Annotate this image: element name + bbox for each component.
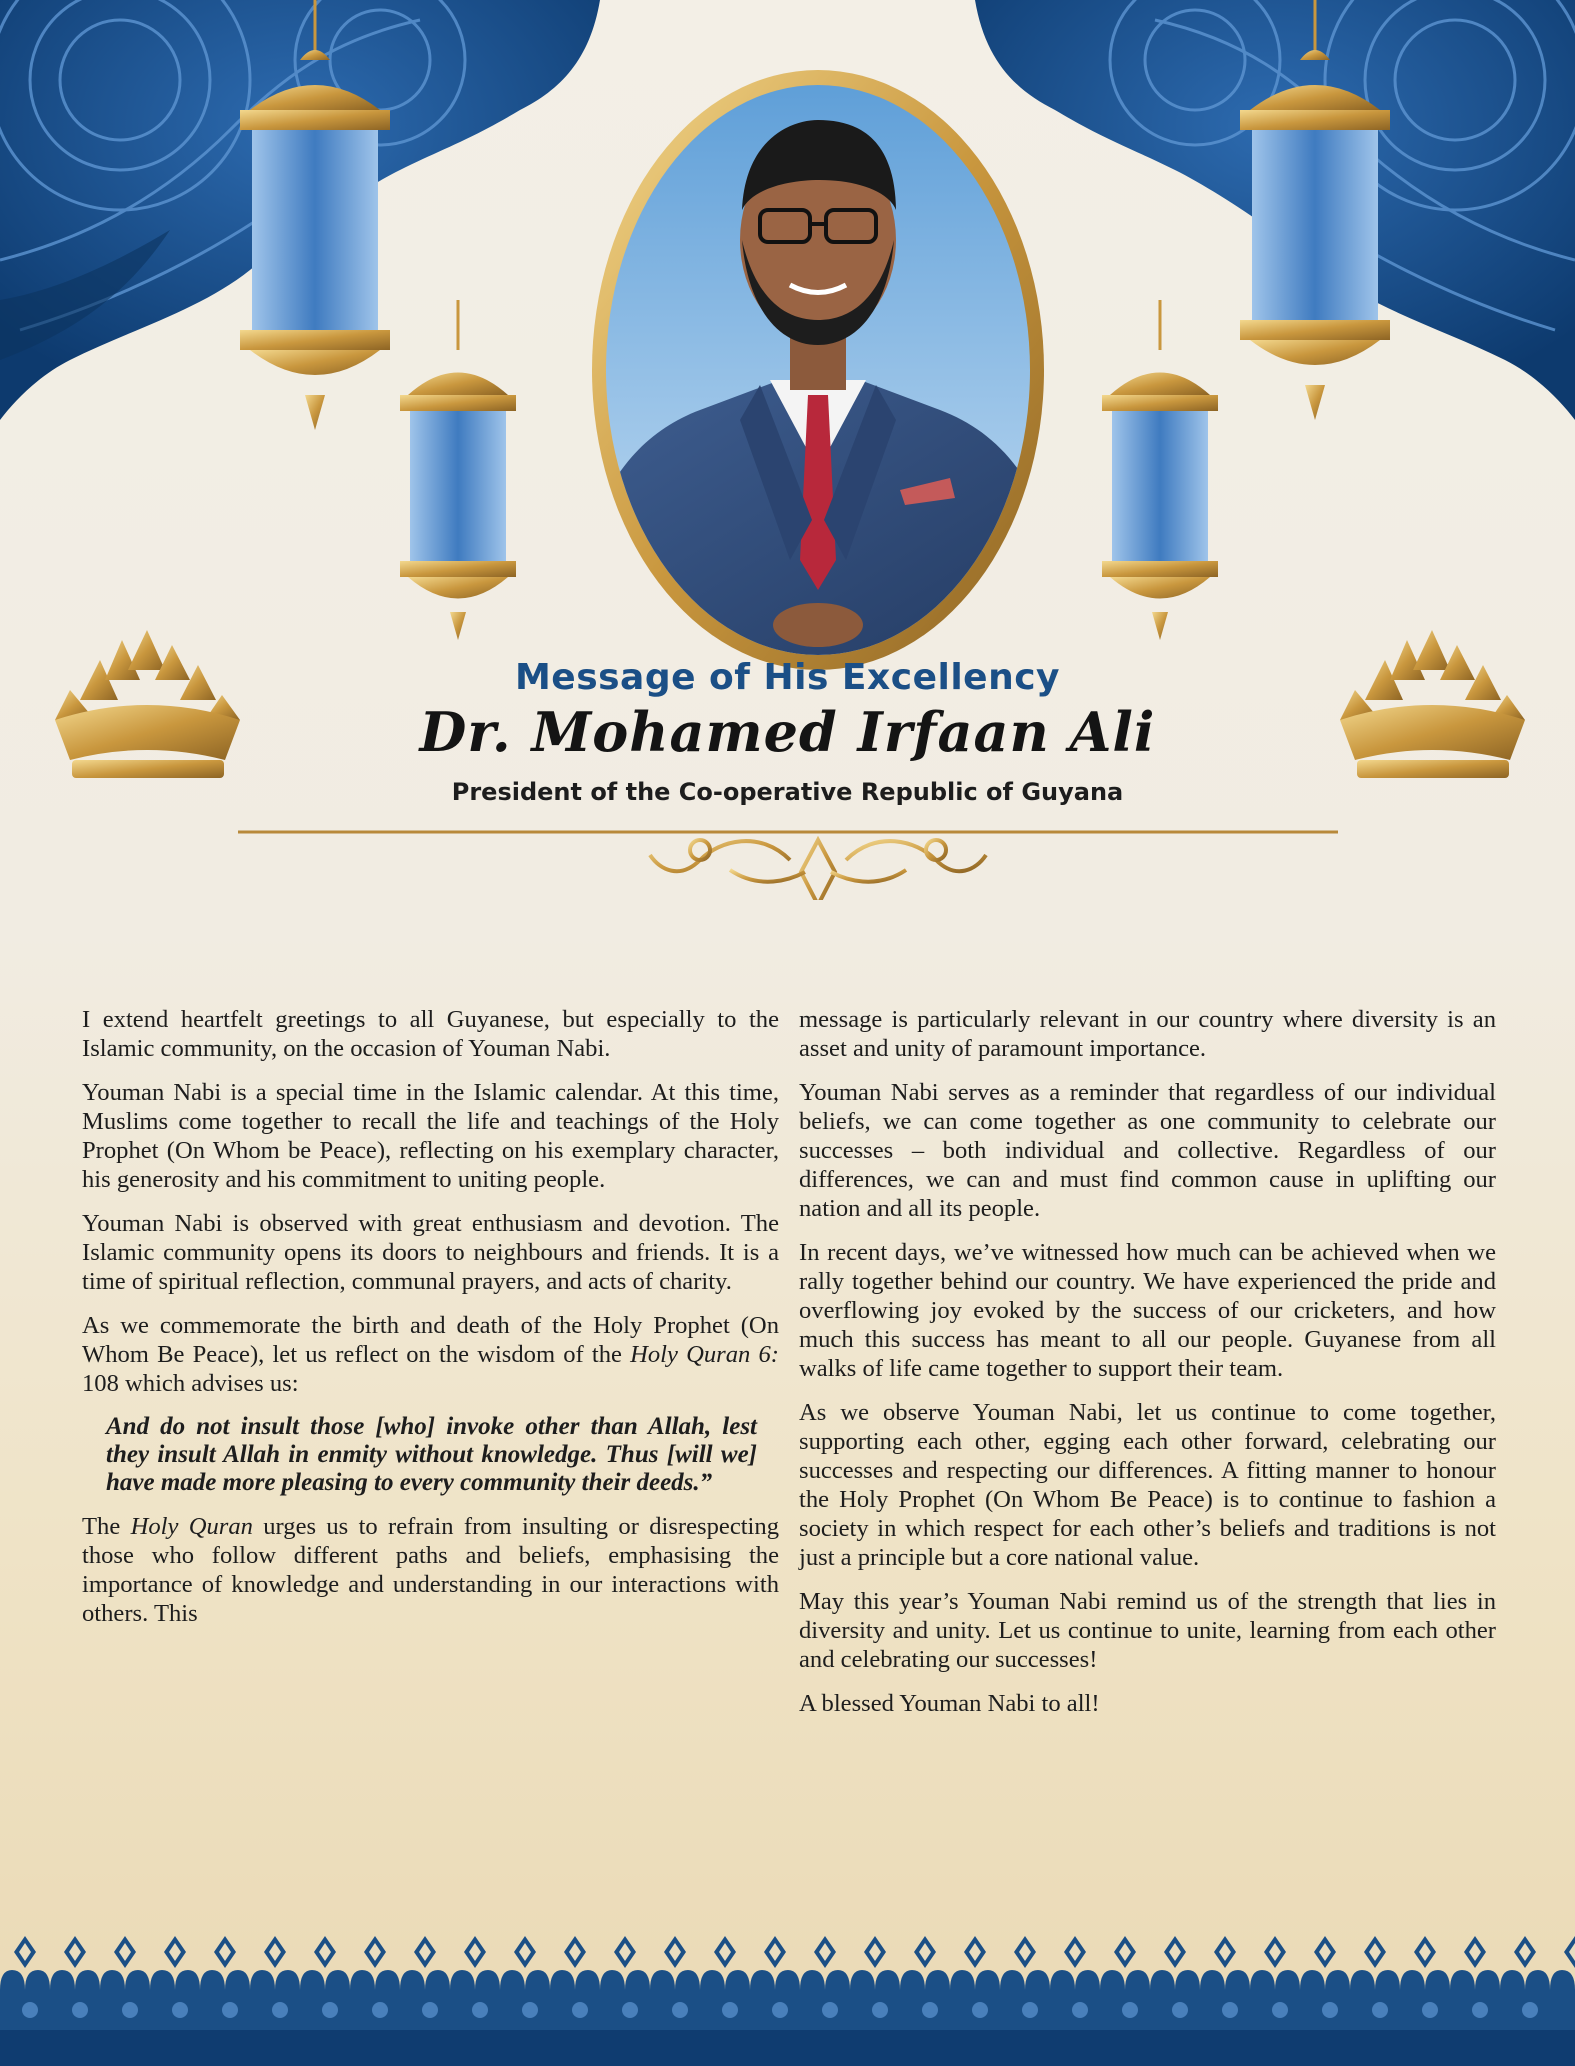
text-run: As we commemorate the birth and death of the Holy Prophet (On Whom Be Peace), let us reflect on the wisdom of the (82, 1312, 779, 1368)
president-position: President of the Co-operative Republic of Guyana (451, 778, 1124, 806)
text-run: 108 which advises us: (82, 1370, 299, 1397)
citation: Holy Quran 6: (630, 1341, 779, 1368)
message-column-right (799, 1005, 1496, 1733)
paragraph: Youman Nabi is observed with great enthusiasm and devotion. The Islamic community opens its doors to neighbours and friends. It is a time of spiritual reflection, communal prayers, and acts of charity. (82, 1210, 779, 1295)
paragraph: message is particularly relevant in our country where diversity is an asset and unity of paramount importance. (799, 1006, 1496, 1062)
president-name: Dr. Mohamed Irfaan Ali (419, 700, 1156, 764)
page-title: Message of His Excellency (514, 657, 1061, 698)
lantern-icon-4 (1102, 300, 1218, 640)
paragraph: I extend heartfelt greetings to all Guyanese, but especially to the Islamic community, on the occasion of Youman Nabi. (82, 1006, 779, 1062)
portrait-photo (560, 70, 1080, 700)
paragraph: Youman Nabi serves as a reminder that regardless of our individual beliefs, we can come together as one community to celebrate our successes – both individual and collective. Regardless of our differences, we can and must find common cause in uplifting our nation and all its people. (799, 1079, 1496, 1222)
paragraph (82, 1512, 779, 1628)
text-run: urges us to refrain from insulting or disrespecting those who follow different paths and beliefs, emphasising the importance of knowledge and understanding in our interactions with others. This (82, 1513, 779, 1627)
paragraph: As we observe Youman Nabi, let us continue to come together, supporting each other, egging each other forward, celebrating our successes and respecting our differences. A fitting manner to honour the Holy Prophet (On Whom Be Peace) is to continue to fashion a society in which respect for each other’s beliefs and traditions is not just a principle but a core national value. (799, 1399, 1496, 1571)
lantern-icon-2 (400, 300, 516, 640)
ornament-divider-icon (238, 832, 1338, 900)
paragraph: In recent days, we’ve witnessed how much can be achieved when we rally together behind our country. We have experienced the pride and overflowing joy evoked by the success of our cricketers, and how much this success has meant to all our people. Guyanese from all walks of life came together to support their team. (799, 1239, 1496, 1382)
footer-border (0, 1930, 1575, 2066)
paragraph (82, 1311, 779, 1398)
paragraph: Youman Nabi is a special time in the Islamic calendar. At this time, Muslims come together to recall the life and teachings of the Holy Prophet (On Whom be Peace), reflecting on his exemplary character, his generosity and his commitment to uniting people. (82, 1079, 779, 1193)
citation: Holy Quran (130, 1513, 253, 1540)
message-column-left (82, 1005, 779, 1643)
header-artwork (0, 0, 1575, 900)
paragraph: May this year’s Youman Nabi remind us of the strength that lies in diversity and unity. Let us continue to unite, learning from each other and celebrating our successes! (799, 1588, 1496, 1673)
text-run: The (82, 1513, 131, 1540)
closing-line: A blessed Youman Nabi to all! (799, 1690, 1100, 1717)
quran-quote: And do not insult those [who] invoke other than Allah, lest they insult Allah in enmity without knowledge. Thus [will we] have made more pleasing to every community their deeds.” (106, 1413, 757, 1496)
